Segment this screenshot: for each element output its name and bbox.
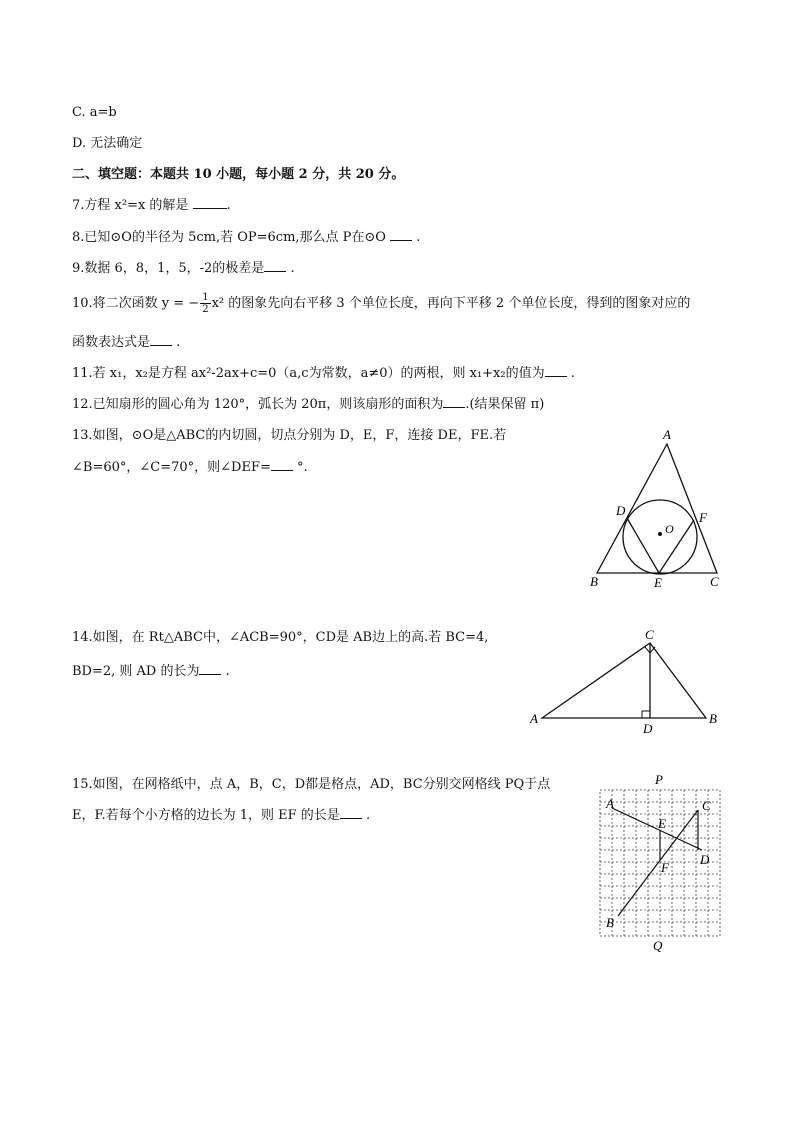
label-a: A — [663, 427, 671, 442]
q8-end: . — [416, 230, 421, 245]
label-c: C — [645, 627, 654, 642]
label-c: C — [702, 798, 711, 813]
answer-blank — [264, 259, 286, 272]
label-d: D — [616, 503, 626, 518]
question-7 — [72, 196, 231, 215]
q10-text: 10.将二次函数 y = − — [72, 296, 200, 311]
question-10-line2 — [72, 333, 180, 352]
label-b: B — [590, 574, 598, 589]
label-b: B — [606, 915, 614, 930]
figure-15-grid — [594, 770, 726, 954]
label-o: O — [665, 522, 674, 536]
q13-end: °. — [297, 460, 308, 475]
answer-blank — [199, 662, 221, 675]
label-d: D — [700, 852, 710, 867]
triangle-abc — [597, 444, 717, 573]
figure-13-incircle — [584, 424, 724, 590]
q12-end: .(结果保留 π) — [465, 397, 545, 412]
q13-line2: ∠B=60°，∠C=70°，则∠DEF= — [72, 460, 271, 475]
label-f: F — [661, 860, 669, 875]
right-angle-mark-d — [642, 711, 650, 718]
label-b: B — [709, 711, 717, 726]
label-e: E — [658, 816, 666, 831]
fraction-numerator: 1 — [202, 292, 209, 303]
figure-14-right-triangle — [526, 626, 726, 738]
answer-blank — [390, 228, 412, 241]
label-p: P — [655, 772, 663, 787]
q11-end: . — [570, 366, 575, 381]
triangle-abc — [542, 643, 706, 718]
q14-end: . — [225, 664, 230, 679]
q15-end: . — [365, 808, 371, 823]
question-15-line2 — [72, 806, 370, 825]
q8-text: 8.已知⊙O的半径为 5cm,若 OP=6cm,那么点 P在⊙O — [72, 230, 386, 245]
answer-blank — [443, 395, 465, 408]
label-q: Q — [653, 938, 663, 953]
question-15: 15.如图，在网格纸中，点 A，B，C，D都是格点，AD，BC分别交网格线 PQ于点 — [72, 777, 551, 792]
q9-end: . — [290, 261, 295, 276]
q12-text: 12.已知扇形的圆心角为 120°，弧长为 20π，则该扇形的面积为 — [72, 397, 444, 412]
answer-blank — [271, 458, 293, 471]
question-13: 13.如图，⊙O是△ABC的内切圆，切点分别为 D，E，F，连接 DE，FE.若 — [72, 428, 507, 443]
option-c: C. a=b — [72, 105, 117, 120]
segment-de — [627, 518, 659, 573]
center-point — [658, 532, 662, 536]
q10-text-rest: x² 的图象先向右平移 3 个单位长度，再向下平移 2 个单位长度，得到的图象对应的 — [211, 296, 691, 311]
answer-blank — [545, 364, 567, 377]
label-d: D — [643, 721, 653, 736]
q15-line2: E，F.若每个小方格的边长为 1，则 EF 的长是 — [72, 808, 340, 823]
section-heading: 二、填空题：本题共 10 小题，每小题 2 分，共 20 分。 — [72, 167, 405, 182]
q10-end: . — [176, 335, 181, 350]
label-e: E — [654, 575, 662, 590]
question-14-line2 — [72, 662, 230, 681]
label-a: A — [606, 796, 614, 811]
question-9 — [72, 259, 295, 278]
fraction — [200, 292, 210, 315]
label-a: A — [530, 711, 538, 726]
question-13-line2 — [72, 458, 308, 477]
q7-text: 7.方程 x²=x 的解是 — [72, 198, 189, 213]
q11-text: 11.若 x₁，x₂是方程 ax²-2ax+c=0（a,c为常数，a≠0）的两根，则 x₁+x₂的值为 — [72, 366, 545, 381]
question-14: 14.如图，在 Rt△ABC中，∠ACB=90°，CD是 AB边上的高.若 BC=4, — [72, 630, 489, 645]
question-11 — [72, 364, 575, 383]
incircle — [623, 500, 697, 574]
answer-blank — [340, 806, 362, 819]
label-c: C — [710, 574, 719, 589]
q7-end: . — [226, 198, 231, 213]
question-10 — [72, 292, 690, 315]
answer-blank — [150, 333, 172, 346]
question-12 — [72, 395, 544, 414]
fraction-denominator: 2 — [202, 304, 209, 315]
answer-blank — [193, 196, 227, 209]
question-8 — [72, 228, 420, 247]
q14-line2: BD=2, 则 AD 的长为 — [72, 664, 200, 679]
label-f: F — [699, 510, 707, 525]
option-d: D. 无法确定 — [72, 136, 143, 151]
q9-text: 9.数据 6，8，1，5，-2的极差是 — [72, 261, 265, 276]
q10-line2: 函数表达式是 — [72, 335, 151, 350]
